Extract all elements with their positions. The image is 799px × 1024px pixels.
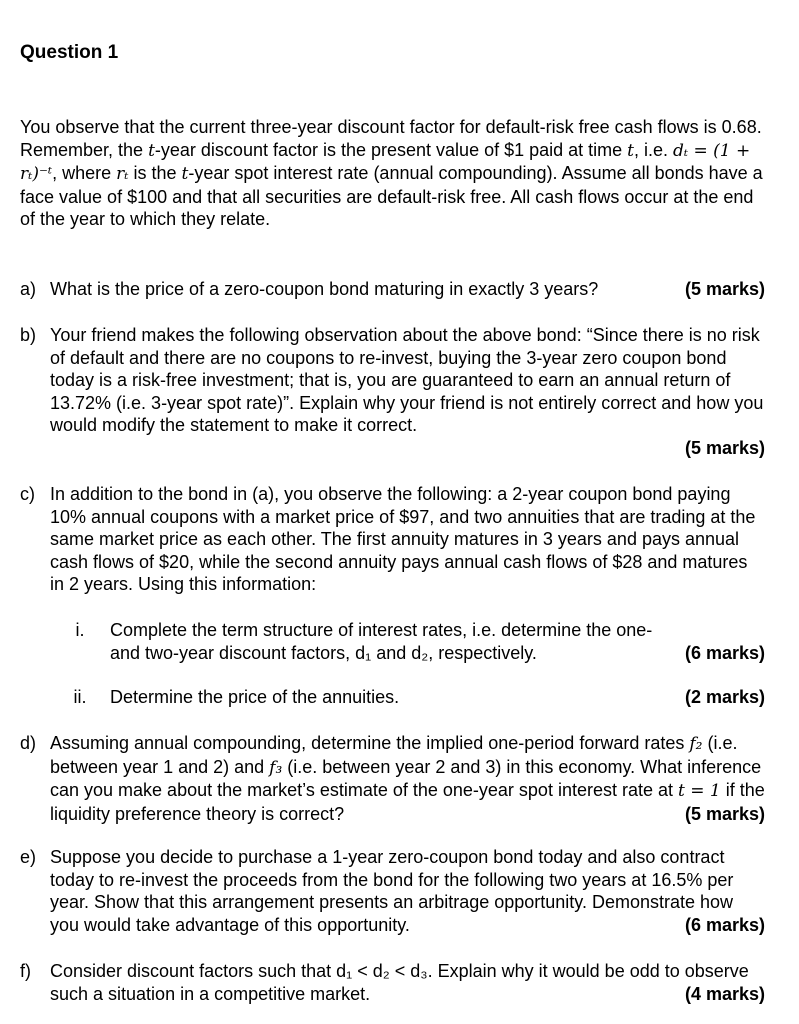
- intro-paragraph: [20, 116, 770, 231]
- subquestion-label: ii.: [73, 687, 87, 707]
- intro-text: , where: [52, 163, 117, 184]
- question-text: In addition to the bond in (a), you observe the following: a 2-year coupon bond paying 10% annual coupons with a market price of $97, and two annuities that are trading at the same market price as each other. The first annuity matures in 3 years and pays annual cash flows of $20, while the second annuity pays annual cash flows of $28 and matures in 2 years. Using this information:: [50, 484, 756, 595]
- question-text: (i.e. between year 2 and 3) in this economy. What inference can you make about the market’s estimate of the one-year spot interest rate at: [50, 756, 762, 801]
- question-e: [20, 846, 765, 936]
- question-text: if the liquidity preference theory is correct?: [50, 780, 765, 824]
- intro-text: , i.e.: [634, 139, 674, 160]
- math-t: t: [181, 164, 189, 185]
- marks-badge: (6 marks): [684, 642, 765, 663]
- page-title: Question 1: [20, 42, 119, 63]
- math-rt: rₜ: [116, 164, 129, 185]
- marks-badge: (5 marks): [684, 279, 765, 299]
- question-text: (i.e. between year 1 and 2) and: [50, 733, 738, 777]
- subquestion-text: Complete the term structure of interest rates, i.e. determine the one- and two-year discount factors, d₁ and d₂, respectively.: [110, 620, 653, 663]
- math-f3: f₃: [269, 757, 283, 778]
- marks-badge: (6 marks): [684, 914, 765, 935]
- marks-badge: (2 marks): [684, 687, 765, 707]
- question-label: a): [20, 279, 37, 299]
- question-text: Assuming annual compounding, determine the implied one-period forward rates: [50, 733, 690, 753]
- question-c-ii: [60, 686, 765, 709]
- question-text: What is the price of a zero-coupon bond maturing in exactly 3 years?: [50, 279, 599, 299]
- question-c: [20, 483, 765, 596]
- subquestion-text: Determine the price of the annuities.: [110, 687, 400, 707]
- question-a: [20, 278, 765, 301]
- math-f2: f₂: [689, 734, 703, 754]
- question-c-i: [60, 619, 765, 664]
- question-text: Your friend makes the following observation about the above bond: “Since there is no risk of default and there are no coupons to re-invest, buying the 3-year zero coupon bond today is a risk-free investment; that is, you are guaranteed to earn an annual return of 13.72% (i.e. 3-year spot rate)”. Explain why your friend is not entirely correct and how you would modify the statement to make it correct.: [50, 325, 764, 436]
- math-t: t: [627, 140, 635, 161]
- intro-text: is the: [128, 163, 182, 184]
- marks-badge: (5 marks): [684, 437, 765, 458]
- intro-text: -year spot interest rate (annual compounding). Assume all bonds have a face value of $100 and that all securities are default-risk free. All cash flows occur at the end of the year to which they relate.: [20, 163, 763, 230]
- subquestion-label: i.: [75, 620, 85, 640]
- math-t-equals-1: t = 1: [678, 781, 721, 802]
- discount-factor-formula: dₜ = (1 + rₜ)⁻ᵗ: [20, 140, 751, 185]
- question-f: [20, 960, 765, 1005]
- marks-badge: (5 marks): [684, 803, 765, 824]
- question-text: Suppose you decide to purchase a 1-year zero-coupon bond today and also contract today to re-invest the proceeds from the bond for the following two years at 16.5% per year. Show that this arrangement presents an arbitrage opportunity. Demonstrate how you would take advantage of this opportunity.: [50, 847, 734, 935]
- question-label: d): [20, 733, 37, 753]
- question-label: e): [20, 847, 37, 867]
- marks-badge: (4 marks): [684, 983, 765, 1004]
- math-t: t: [148, 140, 155, 161]
- question-label: b): [20, 325, 37, 345]
- question-label: f): [20, 961, 31, 981]
- question-label: c): [20, 484, 35, 504]
- intro-text: You observe that the current three-year discount factor for default-risk free cash flows is 0.68. Remember, the: [20, 117, 762, 160]
- question-d: [20, 732, 765, 825]
- intro-text: -year discount factor is the present value of $1 paid at time: [154, 139, 628, 160]
- question-text: Consider discount factors such that d₁ < d₂ < d₃. Explain why it would be odd to observe such a situation in a competitive market.: [50, 961, 749, 1004]
- question-b: [20, 324, 765, 460]
